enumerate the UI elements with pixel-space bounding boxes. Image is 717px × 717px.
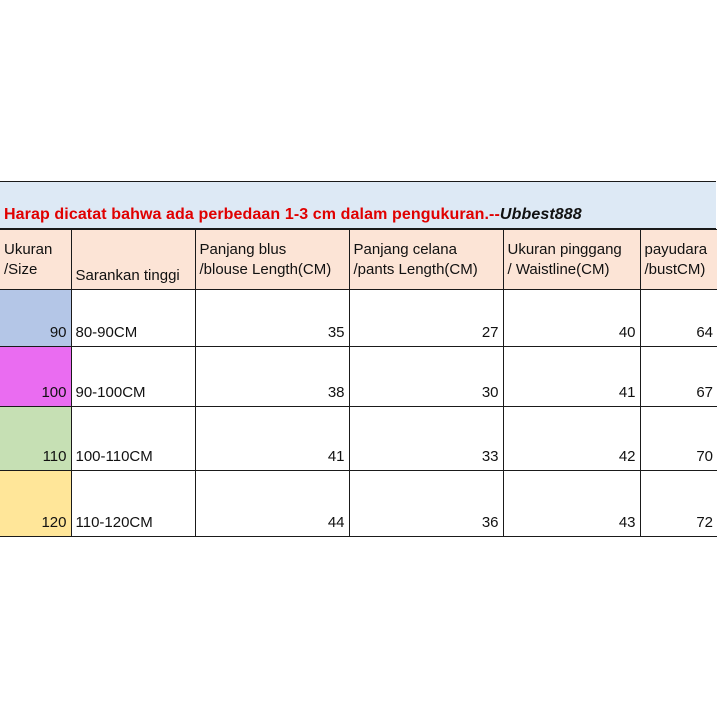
- notice-banner: [0, 181, 716, 229]
- suggested-height-cell: 90-100CM: [71, 347, 195, 407]
- pants-length-cell: 30: [349, 347, 503, 407]
- size-cell: 100: [0, 347, 71, 407]
- header-row: [0, 230, 717, 290]
- bust-cell: 67: [640, 347, 717, 407]
- size-cell: 90: [0, 290, 71, 347]
- header-bust: payudara /bustCM): [640, 230, 717, 290]
- notice-message: Harap dicatat bahwa ada perbedaan 1-3 cm dalam pengukuran.--: [4, 206, 500, 223]
- bust-cell: 64: [640, 290, 717, 347]
- waistline-cell: 42: [503, 407, 640, 471]
- header-size: Ukuran /Size: [0, 230, 71, 290]
- bust-cell: 72: [640, 471, 717, 537]
- blouse-length-cell: 44: [195, 471, 349, 537]
- table-row: [0, 347, 717, 407]
- table-row: [0, 290, 717, 347]
- blouse-length-cell: 35: [195, 290, 349, 347]
- bust-cell: 70: [640, 407, 717, 471]
- table-row: [0, 407, 717, 471]
- waistline-cell: 41: [503, 347, 640, 407]
- size-cell: 120: [0, 471, 71, 537]
- pants-length-cell: 33: [349, 407, 503, 471]
- blouse-length-cell: 41: [195, 407, 349, 471]
- size-cell: 110: [0, 407, 71, 471]
- waistline-cell: 40: [503, 290, 640, 347]
- blouse-length-cell: 38: [195, 347, 349, 407]
- waistline-cell: 43: [503, 471, 640, 537]
- pants-length-cell: 27: [349, 290, 503, 347]
- header-suggested-height: Sarankan tinggi: [71, 230, 195, 290]
- header-waistline: Ukuran pinggang / Waistline(CM): [503, 230, 640, 290]
- brand-name: Ubbest888: [499, 206, 582, 223]
- suggested-height-cell: 110-120CM: [71, 471, 195, 537]
- header-pants-length: Panjang celana /pants Length(CM): [349, 230, 503, 290]
- notice-text: [4, 206, 582, 224]
- suggested-height-cell: 100-110CM: [71, 407, 195, 471]
- header-blouse-length: Panjang blus /blouse Length(CM): [195, 230, 349, 290]
- suggested-height-cell: 80-90CM: [71, 290, 195, 347]
- size-table: [0, 229, 717, 537]
- table-row: [0, 471, 717, 537]
- pants-length-cell: 36: [349, 471, 503, 537]
